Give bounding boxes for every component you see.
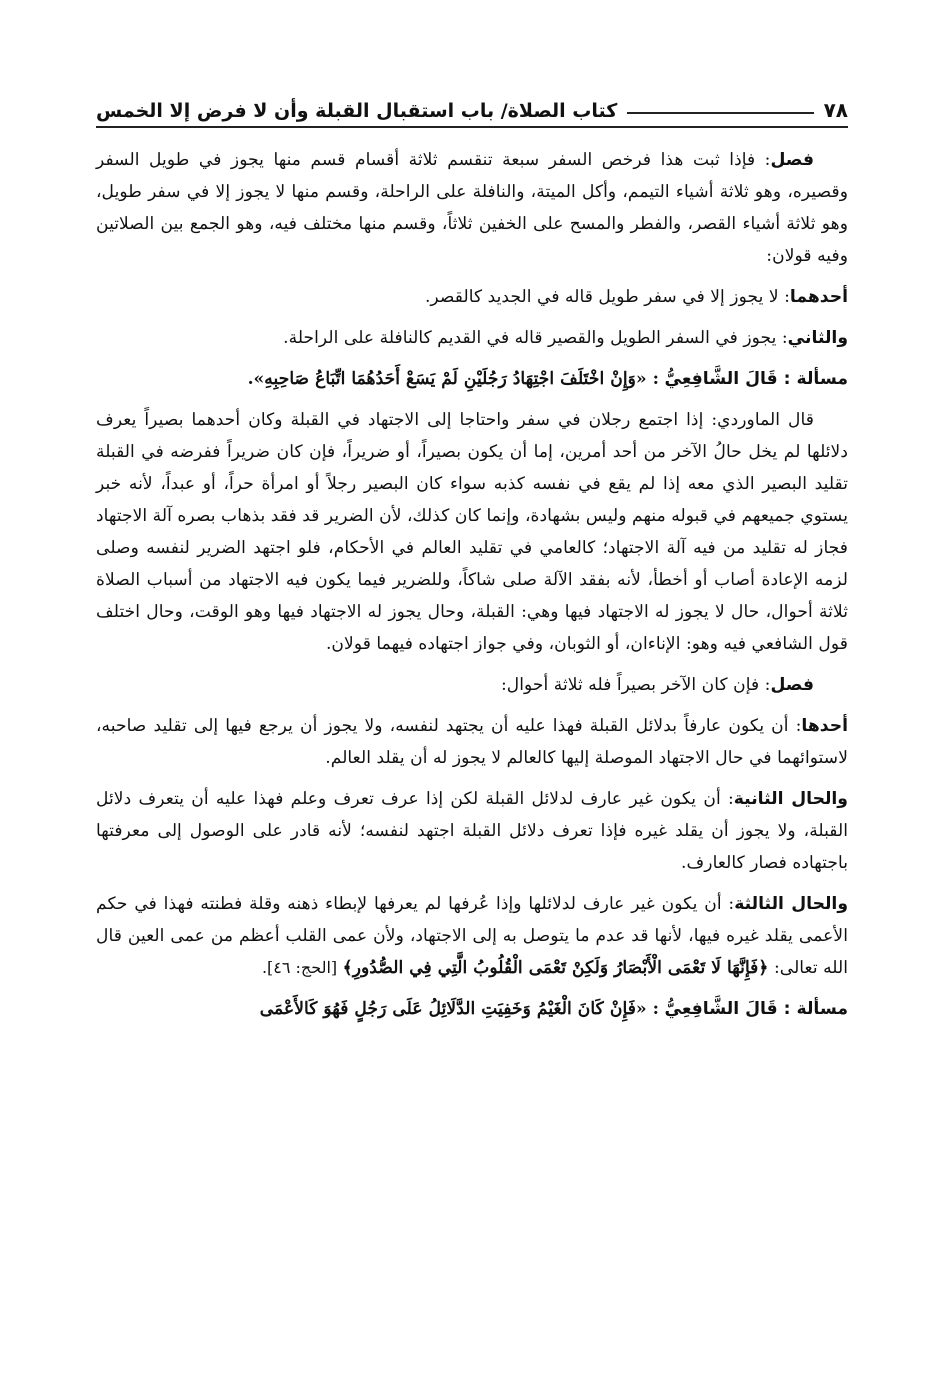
paragraph-mawardi (96, 404, 848, 660)
paragraph-text: : «وَإِنْ اخْتَلَفَ اجْتِهَادُ رَجُلَيْنِ لَمْ يَسَعْ أَحَدُهُمَا اتِّبَاعُ صَاحِبِهِ». (247, 369, 659, 389)
paragraph-label: أحدهما (789, 287, 848, 307)
paragraph-text: : أن يكون غير عارف لدلائلها وإذا عُرفها لم يعرفها لإبطاء ذهنه وقلة فطنته فهذا في حكم الأعمى يقلد غيره فيها، لأنها قد عدم ما يتوصل به إلى الاجتهاد، ولأن عمى القلب أعظم من عمى العين قال الله تعالى: (96, 894, 848, 978)
paragraph-label: مسألة : قَالَ الشَّافِعِيُّ (664, 999, 848, 1019)
paragraph-label: أحدها (801, 716, 848, 736)
paragraph-label: فصل (770, 675, 814, 695)
header-rule (627, 112, 813, 114)
quran-reference: [الحج: ٤٦]. (261, 958, 338, 977)
paragraph-hal-thalitha (96, 888, 848, 984)
paragraph-text: : «فَإِنْ كَانَ الْغَيْمُ وَخَفِيَتِ الدَّلَائِلُ عَلَى رَجُلٍ فَهُوَ كَالأَعْمَى (259, 999, 659, 1019)
paragraph-althani (96, 322, 848, 354)
chapter-title: كتاب الصلاة/ باب استقبال القبلة وأن لا فرض إلا الخمس (96, 100, 618, 122)
paragraph-text: : يجوز في السفر الطويل والقصير قاله في القديم كالنافلة على الراحلة. (283, 328, 788, 348)
paragraph-masala-1 (96, 363, 848, 395)
paragraph-text: : أن يكون غير عارف لدلائل القبلة لكن إذا عرف تعرف وعلم فهذا عليه أن يتعرف دلائل القبلة، ولا يجوز أن يقلد غيره فإذا تعرف دلائل القبلة اجتهد لنفسه؛ لأنه قادر على الوصول إلى معرفتها باجتهاده فصار كالعارف. (96, 789, 848, 873)
paragraph-fasl-2 (96, 669, 848, 701)
paragraph-text: : أن يكون عارفاً بدلائل القبلة فهذا عليه أن يجتهد لنفسه، ولا يجوز أن يرجع فيها إلى تقليد صاحبه، لاستوائهما في حال الاجتهاد الموصلة إليها كالعالم لا يجوز له أن يقلد العالم. (96, 716, 848, 768)
paragraph-text: : لا يجوز إلا في سفر طويل قاله في الجديد كالقصر. (424, 287, 790, 307)
paragraph-hal-thaniya (96, 783, 848, 879)
paragraph-label: مسألة : قَالَ الشَّافِعِيُّ (664, 369, 848, 389)
page-body (96, 144, 848, 1025)
paragraph-text: : فإذا ثبت هذا فرخص السفر سبعة تنقسم ثلاثة أقسام قسم منها يجوز في طويل السفر وقصيره، وهو ثلاثة أشياء التيمم، وأكل الميتة، والنافلة على الراحلة، وقسم منها لا يجوز إلا في سفر طويل، وهو ثلاثة أشياء القصر، والفطر والمسح على الخفين ثلاثاً، وقسم منها مختلف فيه، وهو الجمع بين الصلاتين وفيه قولان: (96, 150, 848, 266)
paragraph-text: : فإن كان الآخر بصيراً فله ثلاثة أحوال: (501, 675, 771, 695)
paragraph-ahaduha (96, 710, 848, 774)
paragraph-fasl-1 (96, 144, 848, 272)
page-number: ٧٨ (823, 98, 848, 122)
paragraph-label: والثاني (787, 328, 848, 348)
quran-quote: ﴿فَإِنَّهَا لَا تَعْمَى الْأَبْصَارُ وَلَكِنْ تَعْمَى الْقُلُوبُ الَّتِي فِي الصُّدُورِ﴾ (342, 958, 769, 978)
paragraph-text: قال الماوردي: إذا اجتمع رجلان في سفر واحتاجا إلى الاجتهاد في القبلة وكان أحدهما بصيراً يعرف دلائلها لم يخل حالُ الآخر من أحد أمرين، إما أن يكون بصيراً، أو ضريراً، فإن كان ضريراً ففرضه في القبلة تقليد البصير الذي معه إذا لم يقع في نفسه كذبه سواء كان البصير رجلاً أو امرأة حراً، أو عبداً، لأنه خبر يستوي جميعهم في قبوله منهم وليس بشهادة، وإنما كان كذلك، لأن الضرير قد فقد بذهاب بصره آلة الاجتهاد فجاز له تقليد من فيه آلة الاجتهاد؛ كالعامي في تقليد العالم في الأحكام، فلو اجتهد الضرير لنفسه وصلى لزمه الإعادة أصاب أو أخطأ، لأنه بفقد الآلة صلى شاكاً، وللضرير فيما يكون فيه الاجتهاد من أسباب الصلاة ثلاثة أحوال، حال لا يجوز له الاجتهاد فيها وهي: القبلة، وحال يجوز له الاجتهاد فيها وهو الوقت، وحال اختلف قول الشافعي فيه وهو: الإناءان، أو الثوبان، وفي جواز اجتهاده فيهما قولان. (96, 410, 848, 654)
paragraph-label: فصل (770, 150, 814, 170)
paragraph-ahaduhuma (96, 281, 848, 313)
paragraph-masala-2 (96, 993, 848, 1025)
paragraph-label: والحال الثانية (733, 789, 848, 809)
running-header (96, 88, 848, 128)
book-page (96, 88, 848, 1348)
paragraph-label: والحال الثالثة (734, 894, 848, 914)
